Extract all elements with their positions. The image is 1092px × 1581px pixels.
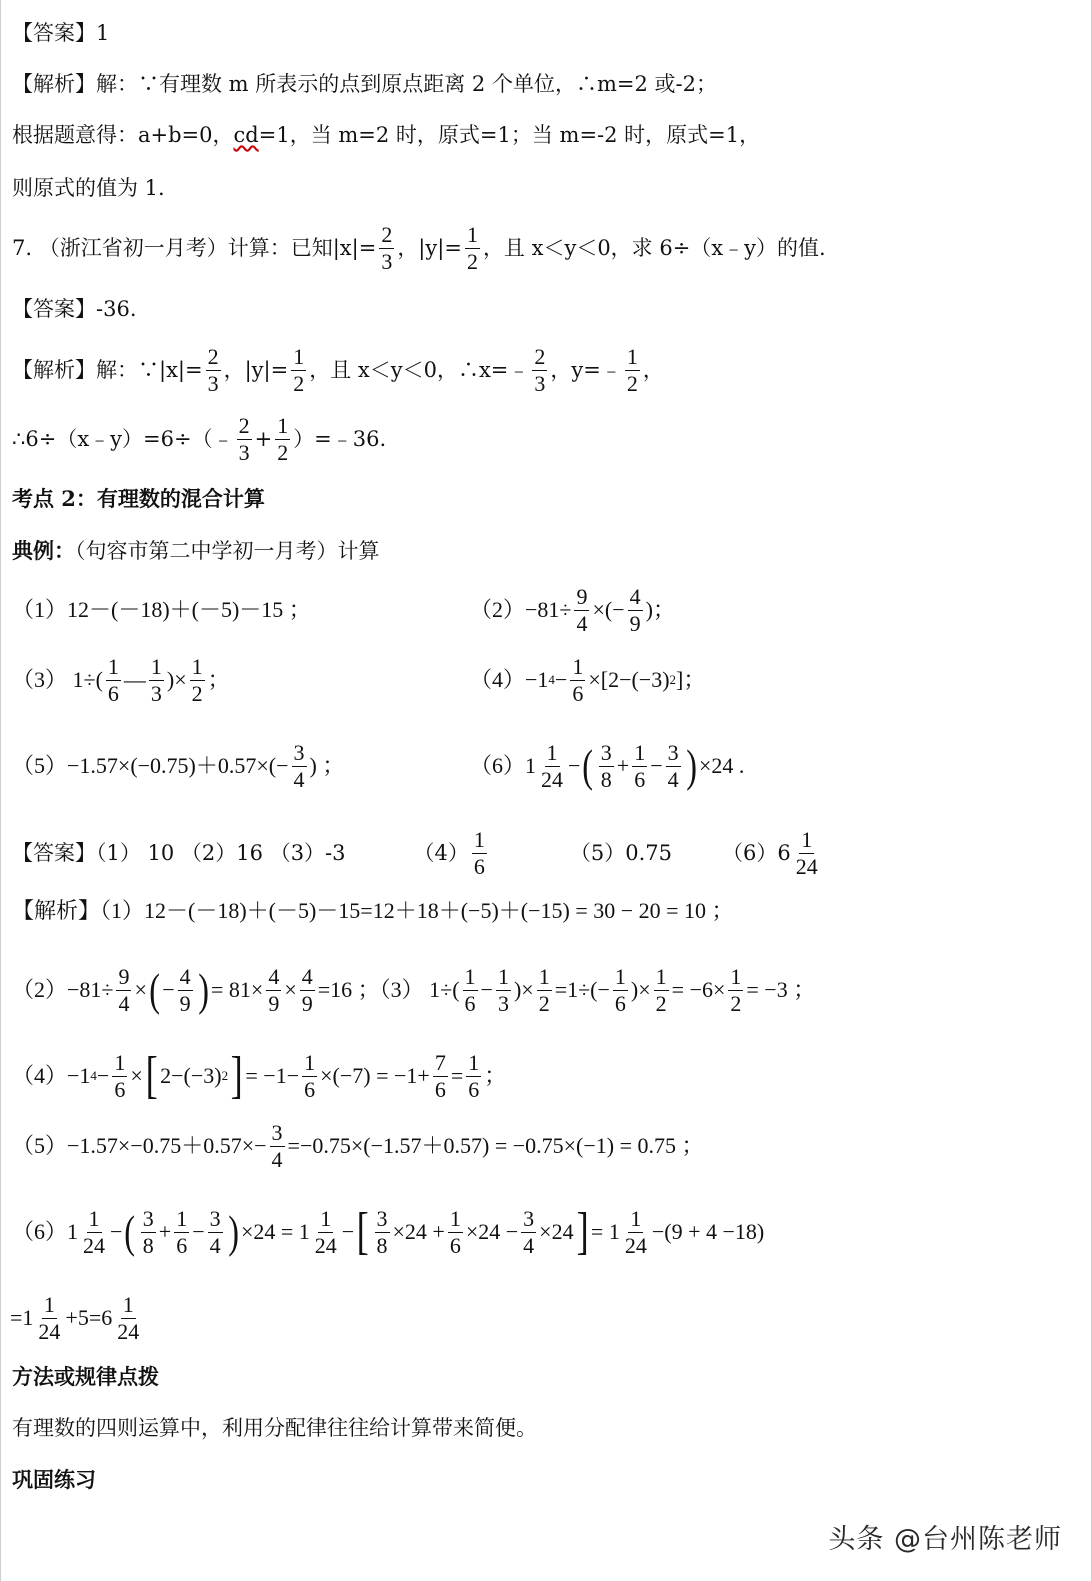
fraction: $\frac{1}{2}$ bbox=[626, 343, 638, 396]
fraction: $\frac{3}{4}$ bbox=[667, 739, 679, 792]
solution-4: （4）−1 4 − $\frac{1}{6}$ × [ 2−(−3) 2 ] = −1− $\frac{1}{6}$ ×(−7) = −1+ $\frac{7}{6}$ = $\frac{1}{6}$ ； bbox=[12, 1047, 507, 1104]
fraction: $\frac{1}{6}$ bbox=[634, 739, 646, 792]
fraction: $\frac{1}{2}$ bbox=[293, 343, 305, 396]
fraction: $\frac{1}{2}$ bbox=[191, 653, 203, 706]
fraction: $\frac{1}{6}$ bbox=[304, 1049, 316, 1102]
question-7: 7. （浙江省初一月考）计算：已知|x|= $\frac{2}{3}$ ，|y|= $\frac{1}{2}$ ，且 x＜y＜0，求 6÷（x﹣y）的值. bbox=[12, 221, 826, 274]
problem-5: （5）−1.57×(−0.75)＋0.57×(− $\frac{3}{4}$ ) ； bbox=[12, 739, 345, 792]
fraction: $\frac{1}{6}$ bbox=[114, 1049, 126, 1102]
analysis-line-2: 根据题意得：a+b=0，cd=1，当 m=2 时，原式=1；当 m=-2 时，原式=1， bbox=[12, 123, 761, 147]
fraction: $\frac{3}{8}$ bbox=[142, 1205, 154, 1258]
fraction: $\frac{2}{3}$ bbox=[238, 412, 250, 465]
fraction: $\frac{2}{3}$ bbox=[207, 343, 219, 396]
fraction: $\frac{1}{2}$ bbox=[730, 963, 742, 1016]
fraction: $\frac{2}{3}$ bbox=[381, 221, 393, 274]
problem-6: （6）1 $\frac{1}{24}$ − ( $\frac{3}{8}$ + $\frac{1}{6}$ − $\frac{3}{4}$ ) ×24 . bbox=[470, 739, 745, 792]
fraction: $\frac{4}{9}$ bbox=[301, 963, 313, 1016]
fraction: $\frac{4}{9}$ bbox=[629, 583, 641, 636]
fraction: $\frac{1}{24}$ bbox=[795, 826, 818, 879]
section-heading: 考点 2：有理数的混合计算 bbox=[12, 486, 265, 511]
solution-2-3: （2）−81÷ $\frac{9}{4}$ × ( − $\frac{4}{9}$ ) = 81× $\frac{4}{9}$ × $\frac{4}{9}$ =16 ；（3） 1÷( $\frac{1}{6}$ − $\frac{1}{3}$ )× $\frac{1}{2}$ =1÷(− $\frac{1}{6}$ )× $\frac{1}{2}$ = −6× $\frac{1}{2}$ = −3 ； bbox=[12, 963, 816, 1016]
fraction: $\frac{1}{24}$ bbox=[541, 739, 564, 792]
fraction: $\frac{3}{8}$ bbox=[376, 1205, 388, 1258]
fraction: $\frac{1}{2}$ bbox=[277, 412, 289, 465]
answers-row: 【答案】（1） 10 （2）16 （3）-3 （4） $\frac{1}{6}$ （5）0.75 （6）6 $\frac{1}{24}$ bbox=[12, 826, 818, 879]
fraction: $\frac{1}{6}$ bbox=[614, 963, 626, 1016]
fraction: $\frac{1}{24}$ bbox=[624, 1205, 647, 1258]
fraction: $\frac{1}{6}$ bbox=[464, 963, 476, 1016]
fraction: $\frac{1}{6}$ bbox=[572, 653, 584, 706]
fraction: $\frac{4}{9}$ bbox=[268, 963, 280, 1016]
fraction: $\frac{1}{2}$ bbox=[655, 963, 667, 1016]
method-text: 有理数的四则运算中，利用分配律往往给计算带来简便。 bbox=[12, 1416, 537, 1440]
problem-2: （2）−81÷ $\frac{9}{4}$ ×(− $\frac{4}{9}$ )； bbox=[470, 583, 675, 636]
calc-7: ∴6÷（x﹣y）=6÷（﹣ $\frac{2}{3}$ + $\frac{1}{2}$ ）=﹣36. bbox=[12, 412, 387, 465]
example-heading: 典例：（句容市第二中学初一月考）计算 bbox=[12, 538, 380, 563]
fraction: $\frac{9}{4}$ bbox=[576, 583, 588, 636]
fraction: $\frac{1}{24}$ bbox=[314, 1205, 337, 1258]
fraction: $\frac{2}{3}$ bbox=[534, 343, 546, 396]
fraction: $\frac{7}{6}$ bbox=[434, 1049, 446, 1102]
fraction: $\frac{1}{24}$ bbox=[83, 1205, 106, 1258]
fraction: $\frac{1}{24}$ bbox=[38, 1291, 61, 1344]
fraction: $\frac{9}{4}$ bbox=[118, 963, 130, 1016]
analysis-7: 【解析】解：∵|x|= $\frac{2}{3}$ ，|y|= $\frac{1}{2}$ ，且 x＜y＜0，∴x=﹣ $\frac{2}{3}$ ，y=﹣ $\frac{1}{2}$ ， bbox=[12, 343, 664, 396]
problem-1: （1）12－(－18)＋(－5)－15 ； bbox=[12, 597, 311, 622]
fraction: $\frac{1}{3}$ bbox=[497, 963, 509, 1016]
watermark: 头条 @台州陈老师 bbox=[828, 1524, 1062, 1555]
solution-5: （5）−1.57×−0.75＋0.57×− $\frac{3}{4}$ =−0.75×(−1.57＋0.57) = −0.75×(−1) = 0.75 ； bbox=[12, 1119, 704, 1172]
fraction: $\frac{1}{6}$ bbox=[449, 1205, 461, 1258]
fraction: $\frac{3}{4}$ bbox=[523, 1205, 535, 1258]
answer-line: 【答案】1 bbox=[12, 21, 110, 45]
fraction: $\frac{1}{2}$ bbox=[538, 963, 550, 1016]
fraction: $\frac{1}{24}$ bbox=[117, 1291, 140, 1344]
method-heading: 方法或规律点拨 bbox=[12, 1364, 159, 1389]
fraction: $\frac{4}{9}$ bbox=[179, 963, 191, 1016]
fraction: $\frac{1}{3}$ bbox=[150, 653, 162, 706]
problem-3: （3） 1÷( $\frac{1}{6}$ — $\frac{1}{3}$ )× $\frac{1}{2}$ ； bbox=[12, 653, 230, 706]
solution-6-result: =1 $\frac{1}{24}$ +5=6 $\frac{1}{24}$ bbox=[10, 1291, 140, 1344]
fraction: $\frac{3}{4}$ bbox=[271, 1119, 283, 1172]
problem-4: （4）−1 4 − $\frac{1}{6}$ ×[2−(−3) 2 ]； bbox=[470, 653, 706, 706]
solution-1: 【解析】（1）12－(－18)＋(－5)－15=12＋18＋(−5)＋(−15) = 30 − 20 = 10 ； bbox=[12, 898, 734, 923]
fraction: $\frac{1}{6}$ bbox=[473, 826, 485, 879]
answer-7: 【答案】-36. bbox=[12, 297, 137, 321]
fraction: $\frac{3}{8}$ bbox=[600, 739, 612, 792]
analysis-line: 【解析】解：∵有理数 m 所表示的点到原点距离 2 个单位，∴m=2 或-2； bbox=[12, 72, 717, 96]
fraction: $\frac{3}{4}$ bbox=[293, 739, 305, 792]
solution-6: （6）1 $\frac{1}{24}$ − ( $\frac{3}{8}$ + $\frac{1}{6}$ − $\frac{3}{4}$ ) ×24 = 1 $\frac{1}{24}$ − [ $\frac{3}{8}$ ×24 + $\frac{1}{6}$ ×24 − $\frac{3}{4}$ ×24 ] = 1 $\frac{1}{24}$ −(9 + 4 −18) bbox=[12, 1203, 765, 1260]
fraction: $\frac{1}{6}$ bbox=[468, 1049, 480, 1102]
fraction: $\frac{3}{4}$ bbox=[209, 1205, 221, 1258]
page-border-left bbox=[0, 0, 1, 1581]
fraction: $\frac{1}{6}$ bbox=[107, 653, 119, 706]
fraction: $\frac{1}{2}$ bbox=[466, 221, 478, 274]
practice-heading: 巩固练习 bbox=[12, 1467, 96, 1492]
fraction: $\frac{1}{6}$ bbox=[176, 1205, 188, 1258]
result-line: 则原式的值为 1. bbox=[12, 176, 165, 200]
